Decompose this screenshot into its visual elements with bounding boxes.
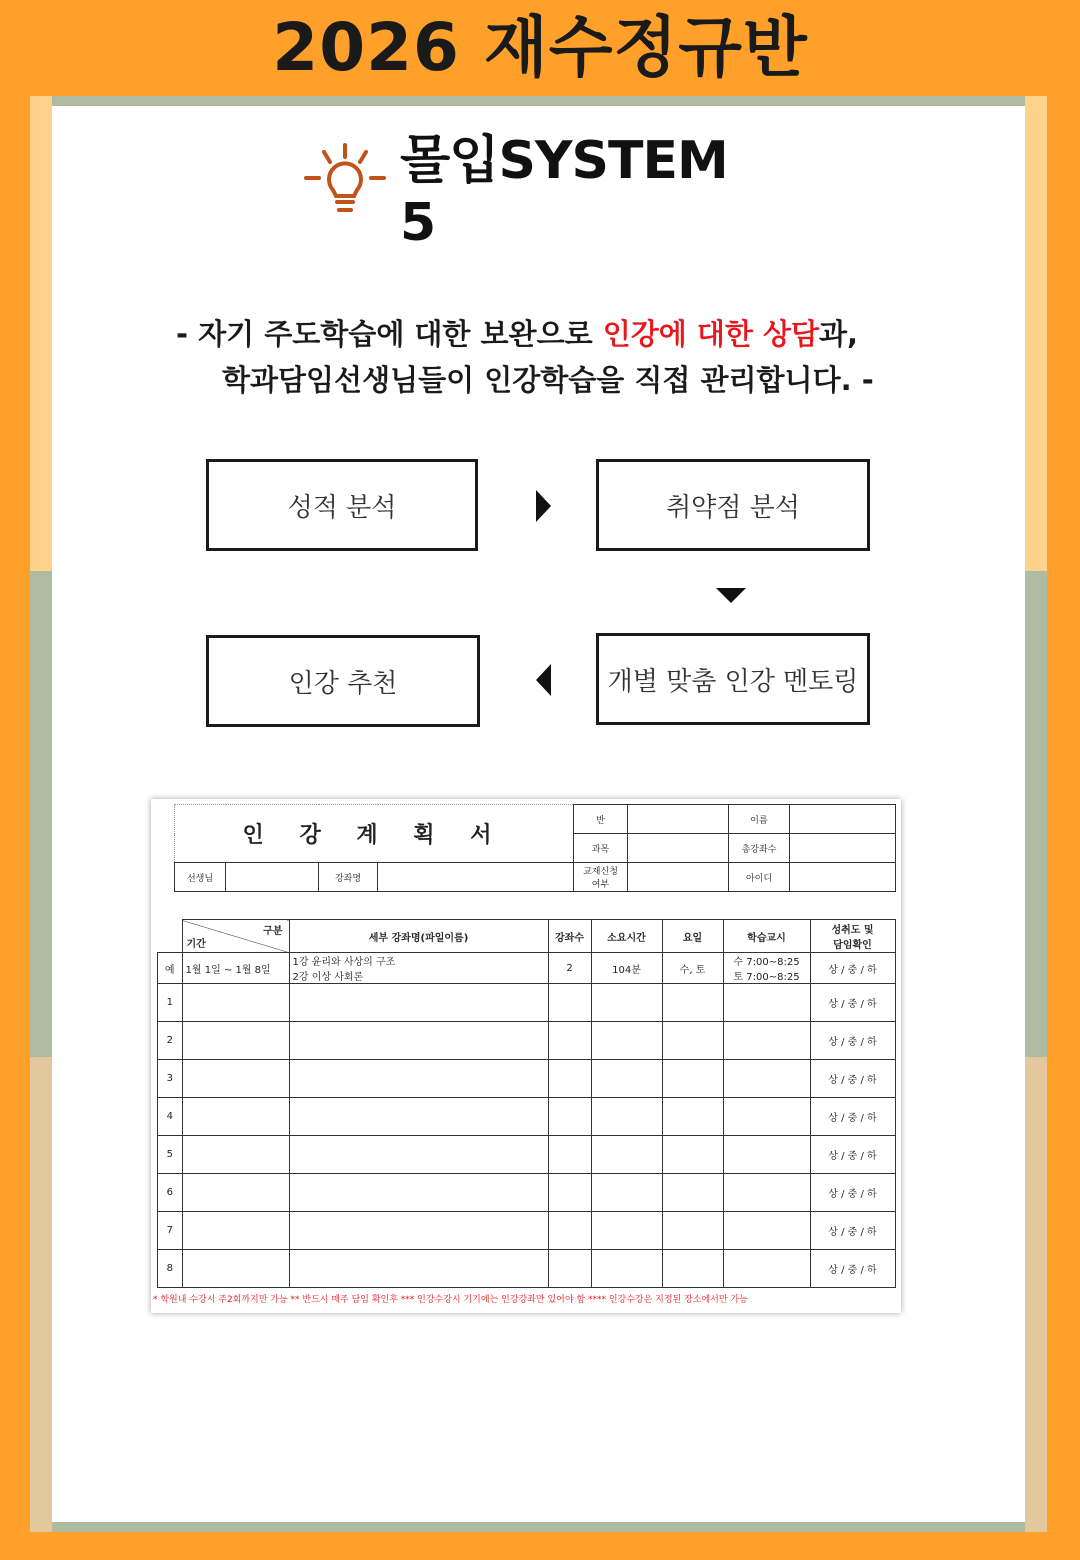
value-class [628,805,729,834]
cell-day [662,1060,723,1098]
cell-day [662,1098,723,1136]
cell-day [662,1174,723,1212]
arrow-down-icon [716,588,746,603]
row-number: 5 [158,1136,183,1174]
cell-day [662,1022,723,1060]
example-detail-2: 2강 이상 사회론 [292,972,364,983]
label-subject: 과목 [574,834,628,863]
flow-step-grade-analysis: 성적 분석 [206,459,478,551]
cell-time [591,984,662,1022]
cell-detail [289,1022,548,1060]
value-lecture-name [378,863,574,892]
label-total-lectures: 총강좌수 [729,834,790,863]
arrow-right-icon [536,490,551,522]
example-row [158,953,896,984]
intro-highlight: 인강에 대한 상담 [602,317,819,351]
table-row [158,1174,896,1212]
label-class: 반 [574,805,628,834]
header-time: 소요시간 [591,920,662,953]
plan-table [157,919,896,1288]
cell-time [591,1136,662,1174]
cell-time [591,1060,662,1098]
cell-day [662,1250,723,1288]
cell-time [591,1098,662,1136]
label-textbook-request-2: 여부 [591,880,610,890]
intro-line-1 [176,312,858,353]
cell-rating: 상 / 중 / 하 [810,1098,895,1136]
table-row [158,1250,896,1288]
cell-classroom [723,1136,810,1174]
row-number: 8 [158,1250,183,1288]
header-period: 기간 [186,939,206,950]
system-heading [300,130,780,253]
cell-time [591,1022,662,1060]
cell-period [182,1060,289,1098]
right-stripe-bottom [1025,1057,1047,1532]
cell-classroom [723,1098,810,1136]
value-textbook-request [628,863,729,892]
cell-day [662,1136,723,1174]
cell-classroom [723,1250,810,1288]
label-textbook-request-1: 교재신청 [583,867,618,877]
right-stripe-top [1025,96,1047,571]
example-classroom-2: 토 7:00~8:25 [733,972,800,983]
cell-detail [289,1174,548,1212]
row-number: 6 [158,1174,183,1212]
table-row [158,1060,896,1098]
label-id: 아이디 [729,863,790,892]
sheet-title-cell [175,805,574,863]
header-classroom: 학습교시 [723,920,810,953]
header-day: 요일 [662,920,723,953]
left-stripe-bottom [30,1057,52,1532]
example-label: 예 [158,953,183,984]
example-detail-1: 1강 윤리와 사상의 구조 [292,957,396,968]
cell-detail [289,1060,548,1098]
label-name: 이름 [729,805,790,834]
header-achievement-1: 성취도 및 [831,925,874,936]
cell-day [662,984,723,1022]
cell-day [662,1212,723,1250]
cell-count [548,1136,591,1174]
cell-count [548,1174,591,1212]
cell-count [548,1250,591,1288]
page-title: 2026 재수정규반 [272,9,808,86]
row-number: 2 [158,1022,183,1060]
sheet-footnote: * 학원내 수강시 주2회까지만 가능 ** 반드시 매주 담임 확인후 *** 인강수강시 기기에는 인강강좌만 있어야 함 **** 인강수강은 지정된 장소에서만 가능 [153,1295,748,1305]
example-time: 104분 [591,953,662,984]
cell-period [182,1250,289,1288]
example-detail [289,953,548,984]
cell-period [182,1212,289,1250]
example-rating: 상 / 중 / 하 [810,953,895,984]
cell-count [548,1212,591,1250]
header-achievement [810,920,895,953]
cell-detail [289,1250,548,1288]
cell-classroom [723,1174,810,1212]
row-number: 4 [158,1098,183,1136]
header-detail: 세부 강좌명(파일이름) [289,920,548,953]
value-subject [628,834,729,863]
table-row [158,984,896,1022]
row-number: 1 [158,984,183,1022]
right-stripe-middle [1025,571,1047,1057]
category-period-header [182,920,289,953]
table-row [158,1098,896,1136]
example-period: 1월 1일 ~ 1월 8일 [182,953,289,984]
value-teacher [226,863,319,892]
cell-count [548,984,591,1022]
cell-count [548,1098,591,1136]
intro-suffix: 과, [819,317,859,351]
cell-time [591,1174,662,1212]
example-day: 수, 토 [662,953,723,984]
left-stripe-top [30,96,52,571]
table-row [158,1022,896,1060]
label-teacher: 선생님 [175,863,226,892]
example-count: 2 [548,953,591,984]
cell-count [548,1060,591,1098]
header-count: 강좌수 [548,920,591,953]
flow-step-recommendation: 인강 추천 [206,635,480,727]
arrow-left-icon [536,664,551,696]
cell-rating: 상 / 중 / 하 [810,1060,895,1098]
cell-classroom [723,1060,810,1098]
cell-time [591,1250,662,1288]
row-number: 7 [158,1212,183,1250]
cell-count [548,1022,591,1060]
intro-prefix: - 자기 주도학습에 대한 보완으로 [176,317,603,351]
value-name [790,805,896,834]
header-category: 구분 [263,926,283,937]
header-achievement-2: 담임확인 [833,940,872,951]
sheet-header-table [174,804,896,892]
flow-step-mentoring: 개별 맞춤 인강 멘토링 [596,633,870,725]
example-classroom-1: 수 7:00~8:25 [733,957,800,968]
cell-period [182,1174,289,1212]
cell-rating: 상 / 중 / 하 [810,1174,895,1212]
value-id [790,863,896,892]
cell-detail [289,1212,548,1250]
lightbulb-icon [300,140,390,230]
cell-rating: 상 / 중 / 하 [810,1022,895,1060]
cell-detail [289,984,548,1022]
sheet-title: 인 강 계 획 서 [242,823,506,848]
plan-header-row [158,920,896,953]
left-stripe-middle [30,571,52,1057]
example-classroom [723,953,810,984]
cell-period [182,1136,289,1174]
label-lecture-name: 강좌명 [319,863,378,892]
cell-period [182,1098,289,1136]
table-row [158,1212,896,1250]
cell-detail [289,1098,548,1136]
flow-step-weakness-analysis: 취약점 분석 [596,459,870,551]
table-row [158,1136,896,1174]
value-total-lectures [790,834,896,863]
cell-classroom [723,1212,810,1250]
cell-rating: 상 / 중 / 하 [810,1250,895,1288]
cell-detail [289,1136,548,1174]
cell-rating: 상 / 중 / 하 [810,1136,895,1174]
row-number-header [158,920,183,953]
cell-period [182,984,289,1022]
label-textbook-request [574,863,628,892]
cell-classroom [723,1022,810,1060]
cell-rating: 상 / 중 / 하 [810,984,895,1022]
cell-rating: 상 / 중 / 하 [810,1212,895,1250]
lecture-plan-sheet [151,799,901,1313]
cell-time [591,1212,662,1250]
heading-text: 몰입SYSTEM 5 [399,130,728,253]
cell-classroom [723,984,810,1022]
cell-period [182,1022,289,1060]
intro-line-2: 학과담임선생님들이 인강학습을 직접 관리합니다. - [222,363,874,397]
row-number: 3 [158,1060,183,1098]
